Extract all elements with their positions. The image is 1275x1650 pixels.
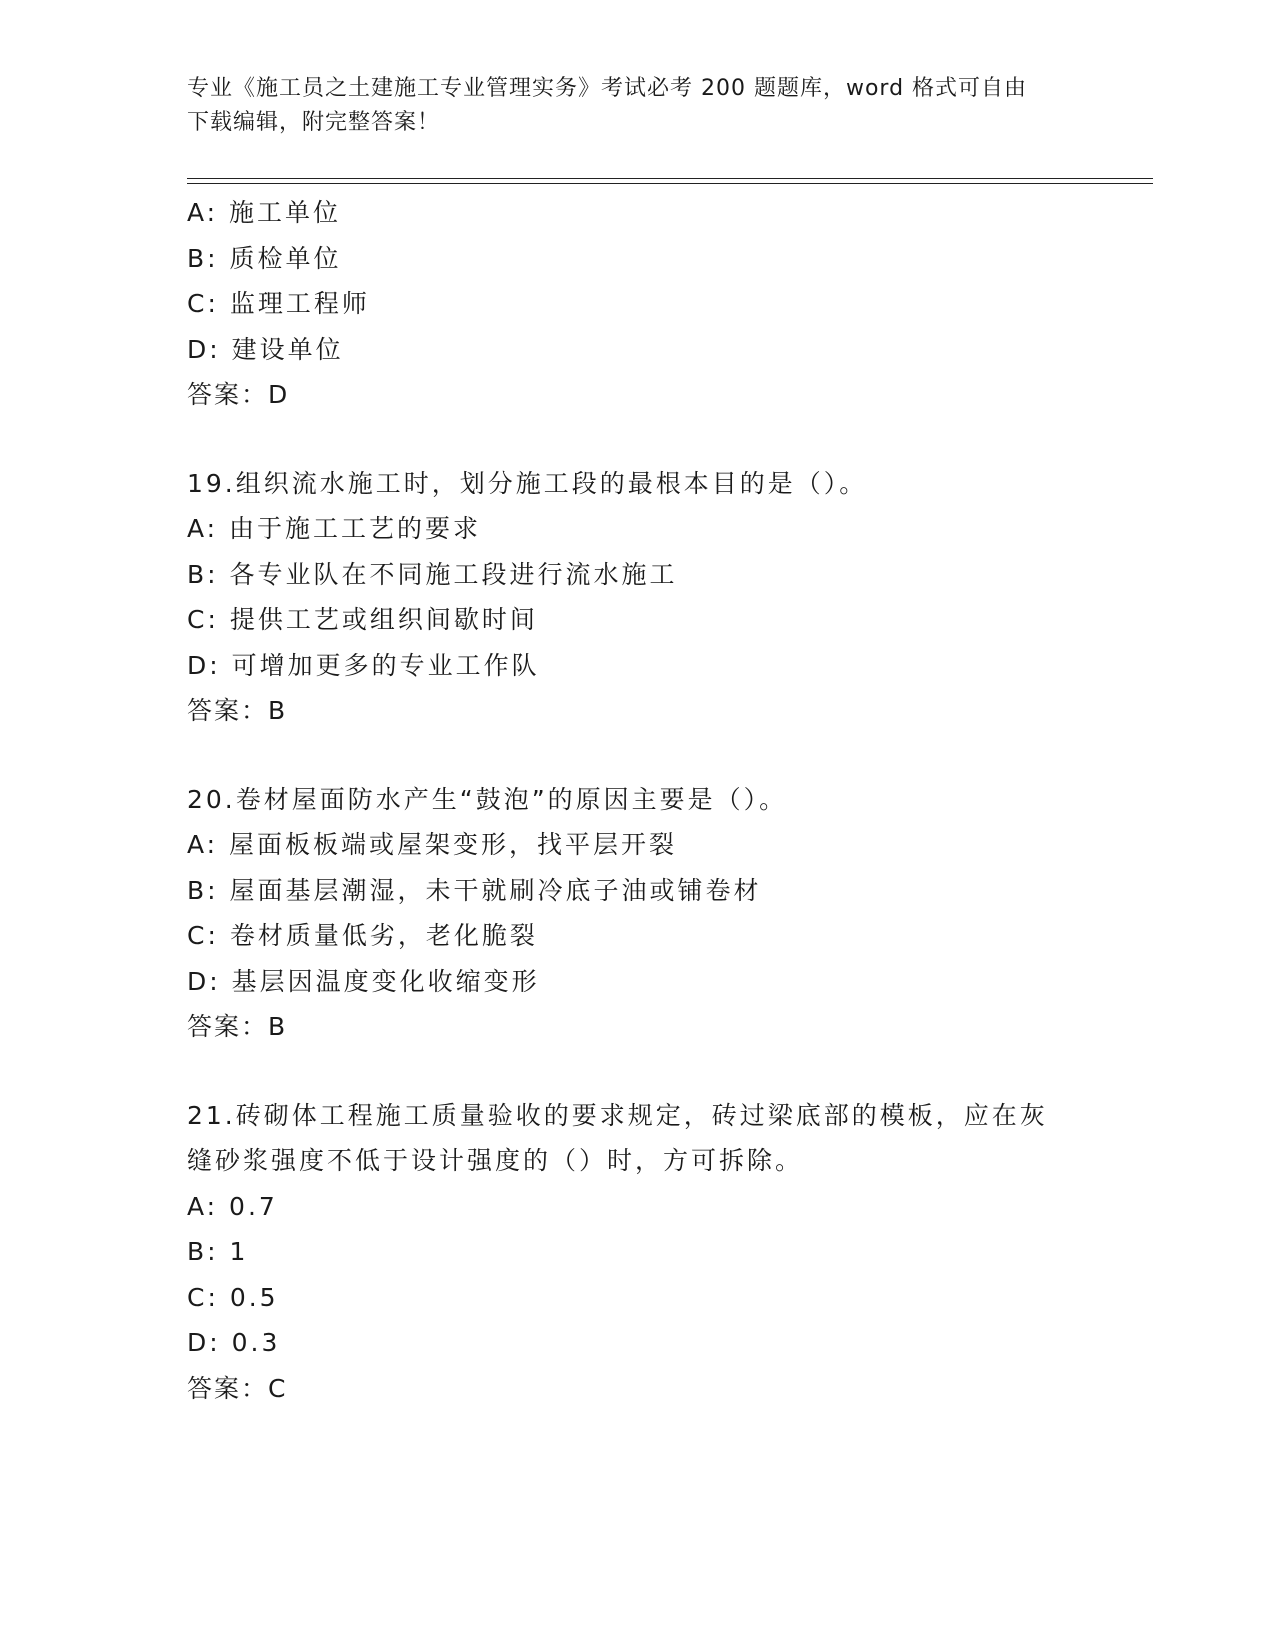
option-a: A: 屋面板板端或屋架变形，找平层开裂	[187, 830, 678, 859]
option-d: D: 基层因温度变化收缩变形	[187, 966, 540, 996]
option-b: B: 1	[187, 1237, 249, 1266]
option-b: B: 各专业队在不同施工段进行流水施工	[187, 559, 678, 589]
option-a: A: 0.7	[187, 1191, 278, 1221]
header-rule-bottom	[187, 183, 1153, 184]
option-d: D: 建设单位	[187, 334, 344, 364]
option-b: B: 质检单位	[187, 243, 342, 273]
answer-label: 答案：C	[187, 1373, 288, 1403]
answer-label: 答案：B	[187, 1012, 288, 1041]
question-stem: 20.卷材屋面防水产生“鼓泡”的原因主要是（）。	[187, 784, 788, 814]
header-line-1: 专业《施工员之土建施工专业管理实务》考试必考 200 题题库，word 格式可自由	[187, 76, 1028, 101]
option-d: D: 0.3	[187, 1328, 281, 1357]
question-stem-line-2: 缝砂浆强度不低于设计强度的（）时，方可拆除。	[187, 1146, 804, 1175]
question-list	[187, 190, 1087, 1411]
option-c: C: 监理工程师	[187, 289, 370, 318]
document-header	[187, 72, 1087, 140]
option-b: B: 屋面基层潮湿，未干就刷冷底子油或铺卷材	[187, 875, 762, 905]
question-stem-line-1: 21.砖砌体工程施工质量验收的要求规定，砖过梁底部的模板，应在灰	[187, 1100, 1048, 1130]
question-block-21	[187, 1093, 1087, 1412]
option-c: C: 提供工艺或组织间歇时间	[187, 605, 538, 634]
option-a: A: 由于施工工艺的要求	[187, 514, 482, 543]
option-c: C: 卷材质量低劣，老化脆裂	[187, 921, 538, 950]
question-block-20	[187, 777, 1087, 1050]
header-rule-top	[187, 178, 1153, 179]
answer-label: 答案：D	[187, 380, 290, 409]
question-stem: 19.组织流水施工时，划分施工段的最根本目的是（）。	[187, 468, 868, 498]
answer-label: 答案：B	[187, 696, 288, 725]
option-d: D: 可增加更多的专业工作队	[187, 650, 540, 680]
question-block-18	[187, 190, 1087, 418]
option-c: C: 0.5	[187, 1282, 279, 1312]
question-block-19	[187, 461, 1087, 734]
header-line-2: 下载编辑，附完整答案！	[187, 110, 441, 135]
option-a: A: 施工单位	[187, 198, 342, 227]
